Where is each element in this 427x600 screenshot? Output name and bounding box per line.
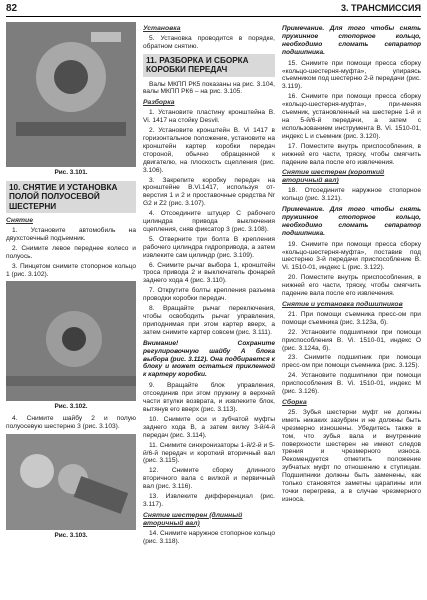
figure-caption: Рис. 3.101.	[54, 169, 88, 176]
paragraph: 7. Открутите болты крепления разъема проводки коробки передач.	[143, 287, 275, 303]
figure-3-103-photo	[6, 434, 136, 530]
paragraph: 23. Снимите подшипник при помощи пресс-ом при помощи съемника (рис. 3.125).	[282, 354, 421, 370]
section-heading: 10. СНЯТИЕ И УСТАНОВКА ПОЛОЙ ПОЛУОСЕВОЙ ШЕСТЕРНИ	[6, 181, 136, 213]
page-header	[0, 0, 427, 18]
subheading: Снятие и установка подшипников	[282, 301, 403, 308]
paragraph: 1. Установите пластину кронштейна B. Vi. 1417 на стойку Desvil.	[143, 109, 275, 125]
column-1	[6, 22, 136, 544]
subheading: Снятие шестерен (короткий вторичный вал)	[282, 169, 385, 185]
paragraph: 3. Закрепите коробку передач на кронштейне B.Vi.1417, используя от-верстия 1 и 2 и проставочные средства Nr G2 и Z2 (рис. 3.107).	[143, 176, 275, 208]
paragraph: 5. Отверните три болта В крепления рабочего цилиндра гидропривода, а затем извлеките сам цилиндр (рис. 3.109).	[143, 235, 275, 259]
paragraph: 8. Вращайте рычаг переключения, чтобы освободить рычаг управления, приподнимая при этом картер вверх, а затем снимите картер совсем (рис. 3.111).	[143, 305, 275, 336]
paragraph: 25. Зубья шестерни муфт не должны иметь никаких зазубрин и не должны быть чрезмерно изношены. Убедитесь также в том, что зубья вала и внутренние поверхности шестерен не имеют следов трения и чрезмерного износа. Рекомендуется отметить положение зубчатых муфт по отношению к ступицам. Подшипники должны быть заменены, как только становятся заметны царапины или точки перегрева, а в случае чрезмерного износа.	[282, 408, 421, 503]
paragraph: 22. Установите подшипники при помощи приспособления B. Vi. 1510-01, индекс О (рис. 3.124а, б).	[282, 328, 421, 352]
paragraph: 20. Поместите внутрь приспособления, в нижней его части, тряску, чтобы смягчить падение вала после его извлечения.	[282, 274, 421, 298]
note: Примечание. Для того чтобы снять пружинное стопорное кольцо, необходимо сломать сепаратор подшипника.	[282, 206, 421, 237]
paragraph: 6. Снимите рычаг выбора 1, кронштейн троса привода 2 и выключатель фонарей заднего хода 4 (рис. 3.110).	[143, 261, 275, 285]
figure-3-102-photo	[6, 281, 136, 401]
paragraph: Валы МКПП РК5 показаны на рис. 3.104, валы МКПП РК6 – на рис. 3.105.	[143, 80, 275, 96]
paragraph: 4. Отсоедините штуцер С рабочего цилиндра привода выключения сцепления, сняв фиксатор 3 (рис. 3.108).	[143, 210, 275, 233]
note: Примечание. Для того чтобы снять пружинное стопорное кольцо, необходимо сломать сепаратор подшипника.	[282, 25, 421, 56]
page-number: 82	[6, 3, 18, 14]
paragraph: 19. Снимите при помощи пресса сборку «кольцо-шестерня-муфта», поставив под шестерню 3-й передачи приспособление B. Vi. 1510-01, индекс L (рис. 3.122).	[282, 240, 421, 272]
paragraph: 2. Установите кронштейн B. Vi 1417 в горизонтальное положение, установите на кронштейн картер коробки передач стороной, обычно обращенной к двигателю, на плоскость сцепления (рис. 3.106).	[143, 127, 275, 174]
paragraph: 11. Снимите синхронизаторы 1-й/2-й и 5-й/6-й передач и короткий вторичный вал (рис. 3.115).	[143, 441, 275, 465]
paragraph: 18. Отсоедините наружное стопорное кольцо (рис. 3.121).	[282, 187, 421, 203]
figure-3-101-photo	[6, 22, 136, 167]
section-heading: 11. РАЗБОРКА И СБОРКА КОРОБКИ ПЕРЕДАЧ	[143, 54, 275, 77]
column-2	[143, 22, 275, 547]
paragraph: 1. Установите автомобиль на двухстоечный подъемник.	[6, 227, 136, 242]
paragraph: 14. Снимите наружное стопорное кольцо (рис. 3.118).	[143, 529, 275, 545]
section-title: 3. ТРАНСМИССИЯ	[341, 3, 421, 13]
figure-caption: Рис. 3.103.	[54, 532, 88, 540]
header-rule	[6, 16, 421, 17]
paragraph: 15. Снимите при помощи пресса сборку «кольцо-шестерня-муфта», упираясь съемником под шестерню 2-й передачи (рис. 3.119).	[282, 59, 421, 91]
subheading: Установка	[143, 25, 181, 32]
subheading: Сборка	[282, 398, 307, 406]
subheading: Разборка	[143, 99, 175, 107]
paragraph: 10. Снимите оси и зубчатой муфты заднего хода В, а затем вилку 3-й/4-й передач (рис. 3.114).	[143, 415, 275, 439]
paragraph: 5. Установка проводится в порядке, обратном снятию.	[143, 34, 275, 50]
warning-note: Внимание! Сохраните регулировочную шайбу А блока выбора (рис. 3.112). Она подбирается к блоку и может остаться прикленной к картеру коробки.	[143, 339, 275, 379]
paragraph: 9. Вращайте блок управления, отсоединив при этом пружину в верхней части втулки возврата, и извлеките блок, вытянув его вверх (рис. 3.113).	[143, 382, 275, 413]
subheading: Снятие шестерен (длинный вторичный вал)	[143, 511, 243, 527]
subheading: Снятие	[6, 217, 33, 225]
paragraph: 17. Поместите внутрь приспособления, в нижней его части, тряску, чтобы смягчить падение вала после его извлечения.	[282, 142, 421, 166]
column-3	[282, 22, 421, 506]
paragraph: 3. Пинцетом снимите стопорное кольцо 1 (рис. 3.102).	[6, 262, 136, 278]
paragraph: 21. При помощи съемника пресс-ом при помощи съемника (рис. 3.123а, б).	[282, 310, 421, 326]
figure-caption: Рис. 3.102.	[54, 403, 88, 411]
paragraph: 13. Извлеките дифференциал (рис. 3.117).	[143, 493, 275, 508]
paragraph: 24. Установите подшипники при помощи приспособления B. Vi. 1510-01, индекс М (рис. 3.126).	[282, 372, 421, 396]
paragraph: 16. Снимите при помощи пресса сборку «кольцо-шестерня-муфта», при-меняя съемник, установленный на шестерне 1-й и на 5-й/6-й передачи, а затем с использованием инструмента B. Vi. 1510-01, индекс L и съемник (рис. 3.120).	[282, 93, 421, 140]
paragraph: 4. Снимите шайбу 2 и полую полуосевую шестерню 3 (рис. 3.103).	[6, 415, 136, 431]
paragraph: 12. Снимите сборку длинного вторичного вала с вилкой и первичный вал (рис. 3.116).	[143, 467, 275, 491]
paragraph: 2. Снимите левое переднее колесо и полуось.	[6, 244, 136, 260]
